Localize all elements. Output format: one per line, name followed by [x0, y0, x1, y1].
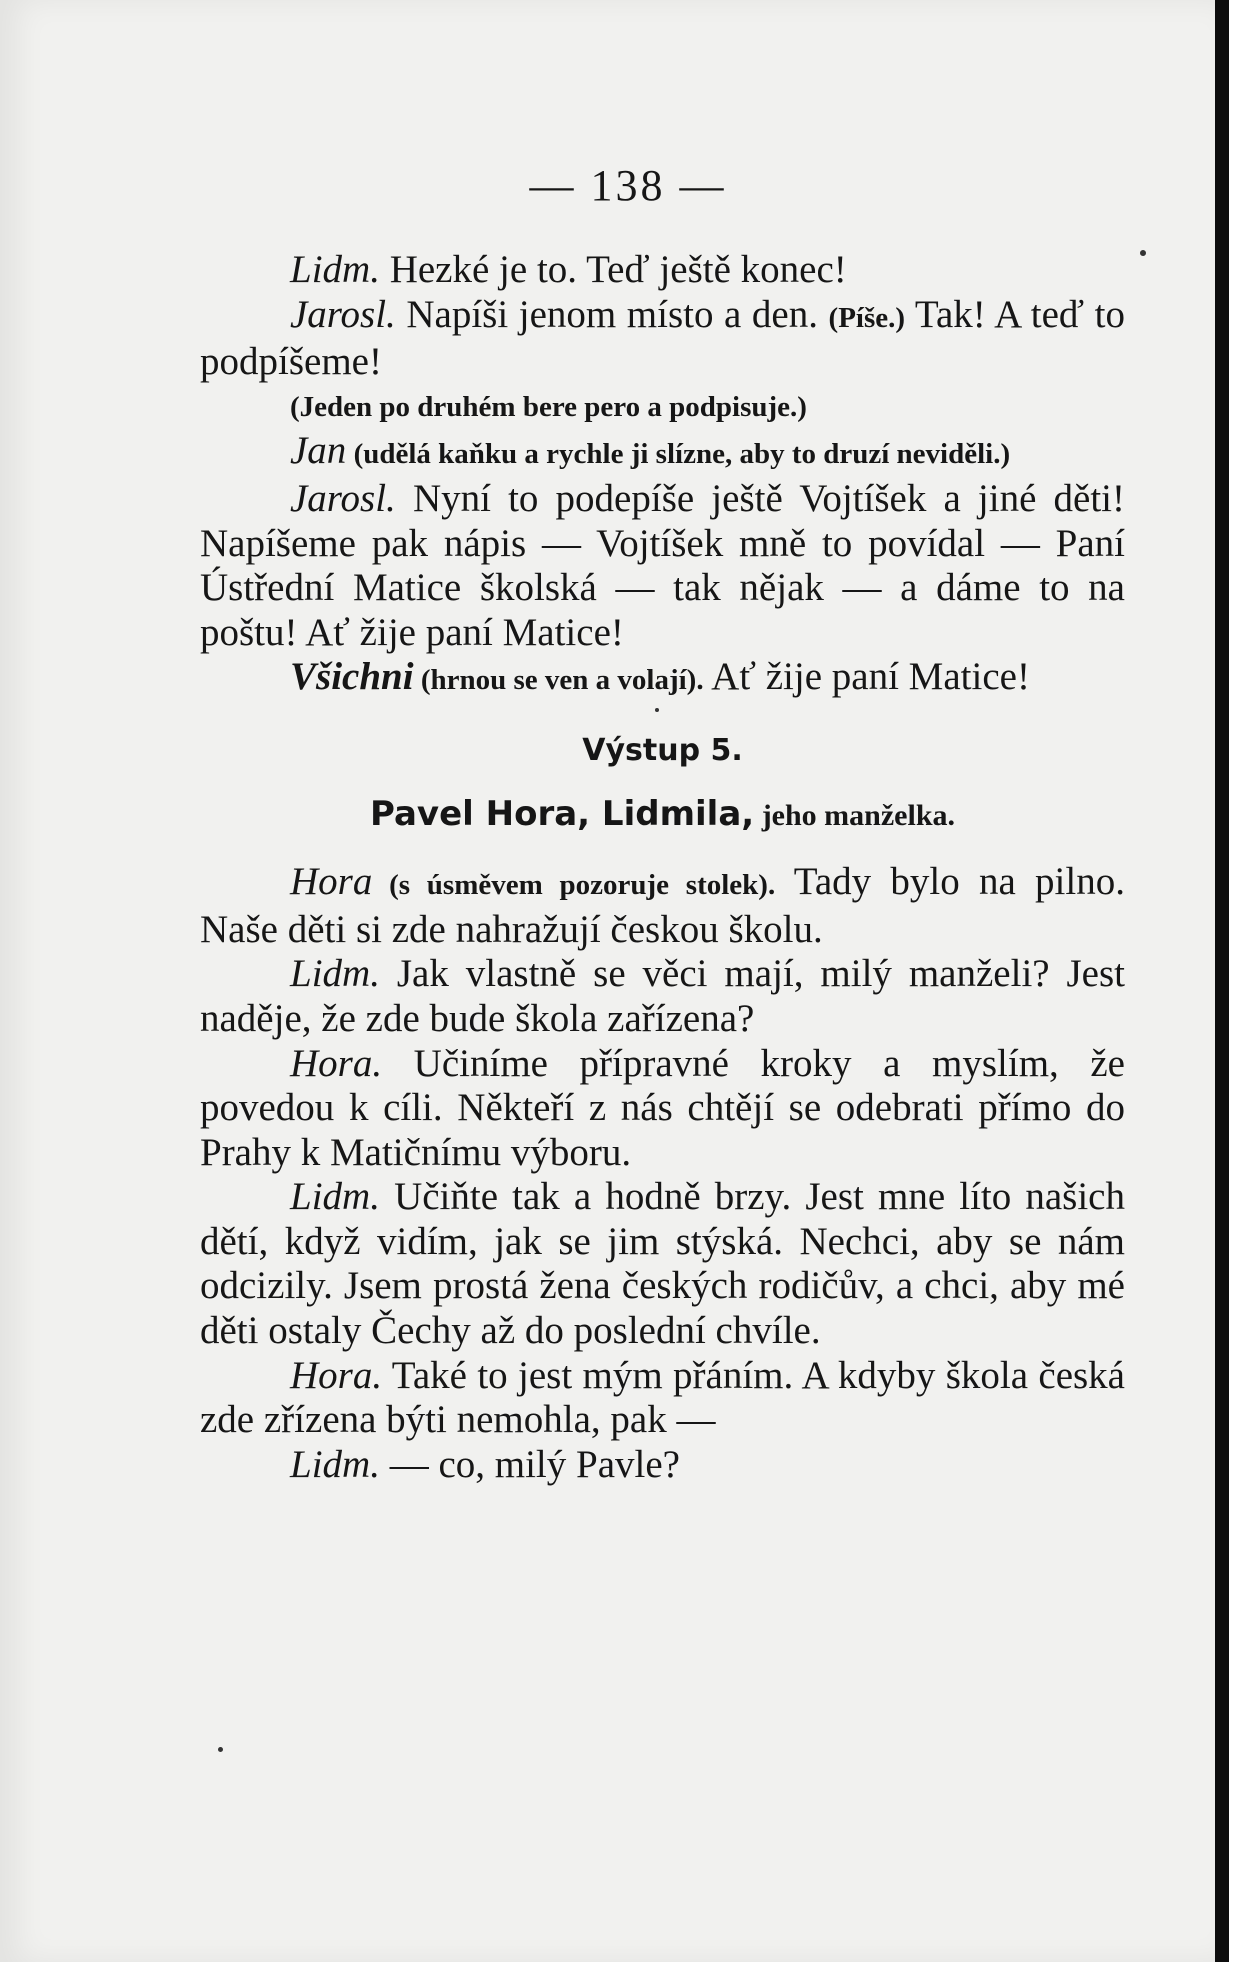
cast-names: Pavel Hora, Lidmila,	[369, 793, 755, 834]
speaker-name: Lidm.	[290, 952, 380, 996]
dialogue-line	[200, 1042, 1125, 1176]
dialogue-line	[200, 1443, 1125, 1488]
dialogue-text: — co, milý Pavle?	[379, 1442, 680, 1486]
stage-direction: (s úsměvem pozoruje stolek).	[372, 869, 776, 902]
dialogue-line	[200, 655, 1125, 703]
dialogue-text: Učiňte tak a hodně brzy. Jest mne líto našich dětí, když vidím, jak se jim stýská. Nechci, aby se nám odcizily. Jsem prostá žena českých rodičův, a chci, aby mé děti ostaly Čechy až do poslední chvíle.	[200, 1175, 1125, 1353]
speaker-name: Lidm.	[290, 248, 380, 291]
dialogue-text: Ať žije paní Matice!	[703, 655, 1030, 699]
stage-direction-line: (Jeden po druhém bere pero a podpisuje.)	[290, 390, 807, 423]
dialogue-line	[200, 1354, 1125, 1443]
stage-direction: (udělá kaňku a rychle ji slízne, aby to druzí neviděli.)	[346, 438, 1011, 471]
dialogue-text: Nyní to podepíše ještě Vojtíšek a jiné děti! Napíšeme pak nápis — Vojtíšek mně to povídal — Paní Ústřední Matice školská — tak nějak — a dáme to na poštu! Ať žije paní Matice!	[200, 476, 1125, 654]
play-text	[200, 248, 1125, 1487]
dialogue-text: Jak vlastně se věci mají, milý manželi? Jest naděje, že zde bude škola zařízena?	[200, 952, 1125, 1040]
speaker-name: Hora.	[290, 1041, 383, 1085]
dialogue-line	[200, 248, 1125, 293]
speaker-name: Lidm.	[290, 1175, 380, 1219]
dialogue-text: Také to jest mým přáním. A kdyby škola česká zde zřízena býti nemohla, pak —	[200, 1353, 1125, 1442]
speaker-name: Jarosl.	[290, 476, 396, 520]
dialogue-text: Hezké je to. Teď ještě konec!	[379, 248, 847, 291]
stage-direction: (hrnou se ven a volají).	[413, 664, 704, 697]
dialogue-line	[200, 1175, 1125, 1353]
page-number: — 138 —	[529, 161, 727, 210]
speaker-name: Lidm.	[290, 1442, 380, 1486]
speaker-name: Hora.	[290, 1353, 383, 1397]
dialogue-text: Tady bylo na pilno. Naše děti si zde nahražují českou školu.	[200, 860, 1125, 951]
dialogue-text: Tak! A teď to podpíšeme!	[200, 292, 1126, 384]
dialogue-line	[200, 860, 1125, 952]
speaker-name: Jan	[290, 429, 347, 473]
stage-direction: (Píše.)	[828, 301, 906, 334]
dialogue-line	[200, 429, 1125, 477]
speck-mark	[218, 1747, 223, 1752]
speck-mark	[1140, 250, 1146, 256]
page-edge-shadow	[1215, 0, 1229, 1962]
dialogue-text: Učiníme přípravné kroky a myslím, že povedou k cíli. Někteří z nás chtějí se odebrati přímo do Prahy k Matičnímu výboru.	[200, 1041, 1125, 1174]
speaker-name: Jarosl.	[290, 292, 396, 336]
scene-heading: Výstup 5.	[582, 732, 743, 768]
scene-cast	[200, 792, 1125, 839]
scan-margin	[1229, 0, 1256, 1962]
dialogue-text: Napíši jenom místo a den.	[395, 292, 829, 336]
dialogue-line	[200, 293, 1125, 385]
dialogue-line	[200, 477, 1125, 655]
speaker-name: Hora	[290, 860, 373, 904]
cast-description: jeho manželka.	[754, 798, 956, 832]
speaker-name: Všichni	[290, 655, 414, 699]
dialogue-line	[200, 952, 1125, 1041]
